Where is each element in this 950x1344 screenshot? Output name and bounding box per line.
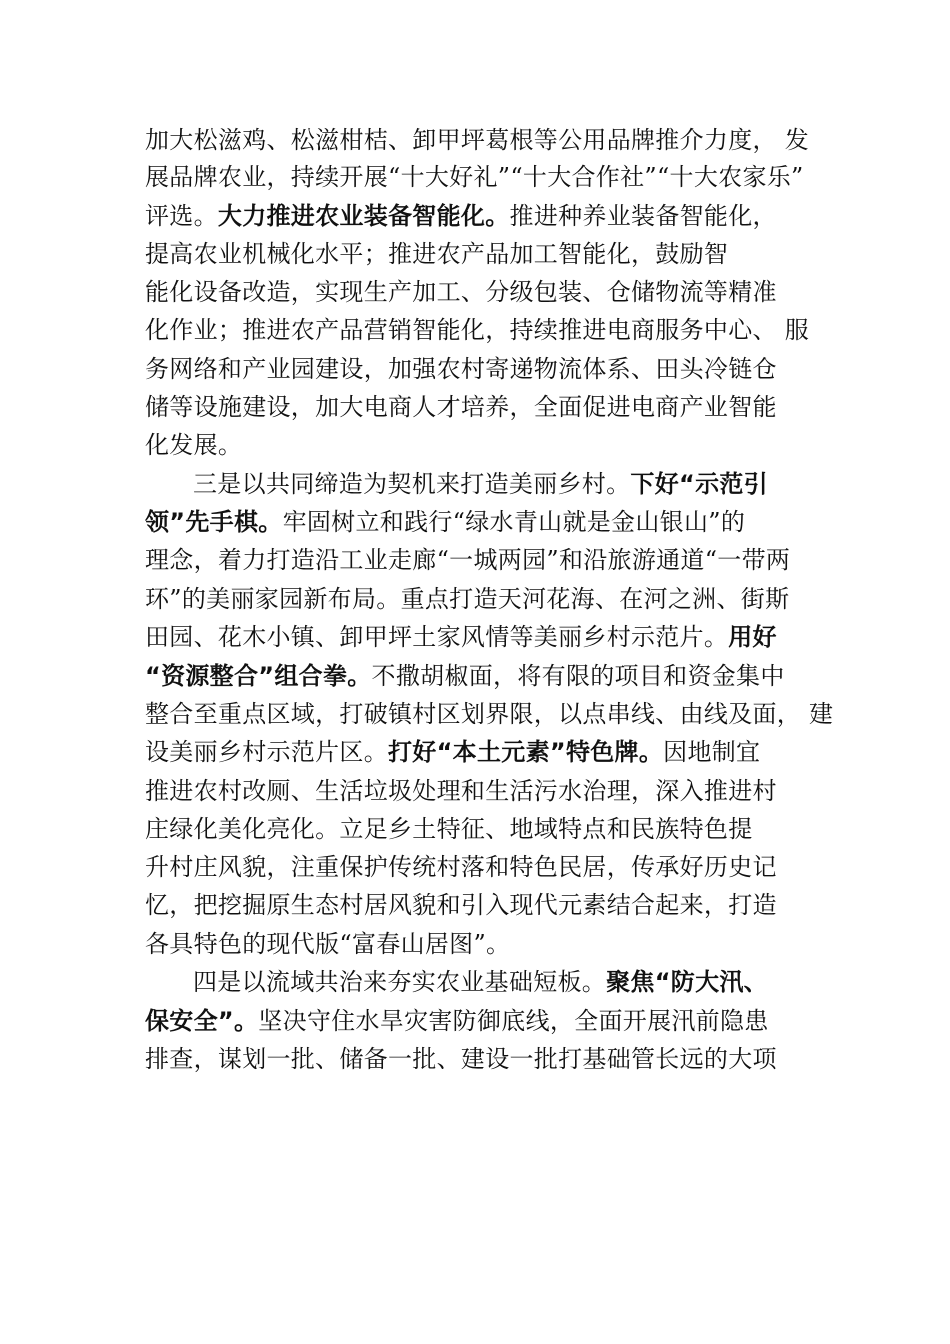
text-run: 排查，谋划一批、储备一批、建设一批打基础管长远的大项 [145,1045,777,1073]
bold-heading-run: 领”先手棋。 [145,508,283,536]
text-line [145,125,809,155]
text-line [145,162,804,192]
text-line [145,699,833,729]
bold-heading-run: 打好“本土元素”特色牌。 [388,738,664,766]
text-run: 提高农业机械化水平；推进农产品加工智能化，鼓励智 [145,240,729,268]
text-line [145,1006,769,1036]
text-run: 推进农村改厕、生活垃圾处理和生活污水治理，深入推进村 [145,777,777,805]
text-line [193,469,768,499]
text-run: 田园、花木小镇、卸甲坪土家风情等美丽乡村示范片。 [145,623,729,651]
text-run: 设美丽乡村示范片区。 [145,738,388,766]
text-line [145,1044,777,1074]
bold-heading-run: 大力推进农业装备智能化。 [217,202,510,230]
text-run: 化作业；推进农产品营销智能化，持续推进电商服务中心、 服 [145,316,810,344]
text-run: 能化设备改造，实现生产加工、分级包装、仓储物流等精准 [145,278,777,306]
text-run: 务网络和产业园建设，加强农村寄递物流体系、田头冷链仓 [145,355,777,383]
text-run: 庄绿化美化亮化。立足乡土特征、地域特点和民族特色提 [145,815,753,843]
text-run: 忆，把挖掘原生态村居风貌和引入现代元素结合起来，打造 [145,891,777,919]
text-run: 储等设施建设，加大电商人才培养，全面促进电商产业智能 [145,393,777,421]
text-run: 因地制宜 [663,738,761,766]
bold-heading-run: 保安全”。 [145,1007,259,1035]
text-line [145,890,777,920]
text-run: 化发展。 [145,431,243,459]
bold-heading-run: 用好 [728,623,777,651]
text-line [193,967,768,997]
text-line [145,392,777,422]
text-line [145,584,789,614]
bold-heading-run: “资源整合”组合拳。 [145,662,372,690]
section-lead-run: 四是以流域共治来夯实农业基础短板。 [193,968,607,996]
text-run: 各具特色的现代版“富春山居图”。 [145,930,511,958]
section-lead-run: 三是以共同缔造为契机来打造美丽乡村。 [193,470,631,498]
text-run: 理念，着力打造沿工业走廊“一城两园”和沿旅游通道“一带两 [145,546,791,574]
text-line [145,201,777,231]
text-line [145,622,777,652]
text-line [145,661,785,691]
bold-heading-run: 下好“示范引 [630,470,768,498]
text-line [145,354,777,384]
text-run: 整合至重点区域，打破镇村区划界限，以点串线、由线及面， 建 [145,700,834,728]
text-line [145,430,242,460]
text-run: 展品牌农业，持续开展“十大好礼”“十大合作社”“十大农家乐” [145,163,804,191]
text-run: 加大松滋鸡、松滋柑桔、卸甲坪葛根等公用品牌推介力度， 发 [145,126,810,154]
text-run: 环”的美丽家园新布局。重点打造天河花海、在河之洲、街斯 [145,585,790,613]
text-line [145,277,777,307]
text-run: 牢固树立和践行“绿水青山就是金山银山”的 [282,508,746,536]
text-run: 评选。 [145,202,218,230]
text-line [145,852,777,882]
text-run: 不撒胡椒面，将有限的项目和资金集中 [371,662,785,690]
text-line [145,737,760,767]
text-run: 推进种养业装备智能化， [509,202,777,230]
bold-heading-run: 聚焦“防大汛、 [606,968,768,996]
text-run: 升村庄风貌，注重保护传统村落和特色民居，传承好历史记 [145,853,777,881]
text-line [145,776,777,806]
text-line [145,239,728,269]
text-run: 坚决守住水旱灾害防御底线，全面开展汛前隐患 [258,1007,769,1035]
text-line [145,507,745,537]
text-line [145,315,809,345]
text-line [145,545,790,575]
text-line [145,814,753,844]
text-line [145,929,510,959]
